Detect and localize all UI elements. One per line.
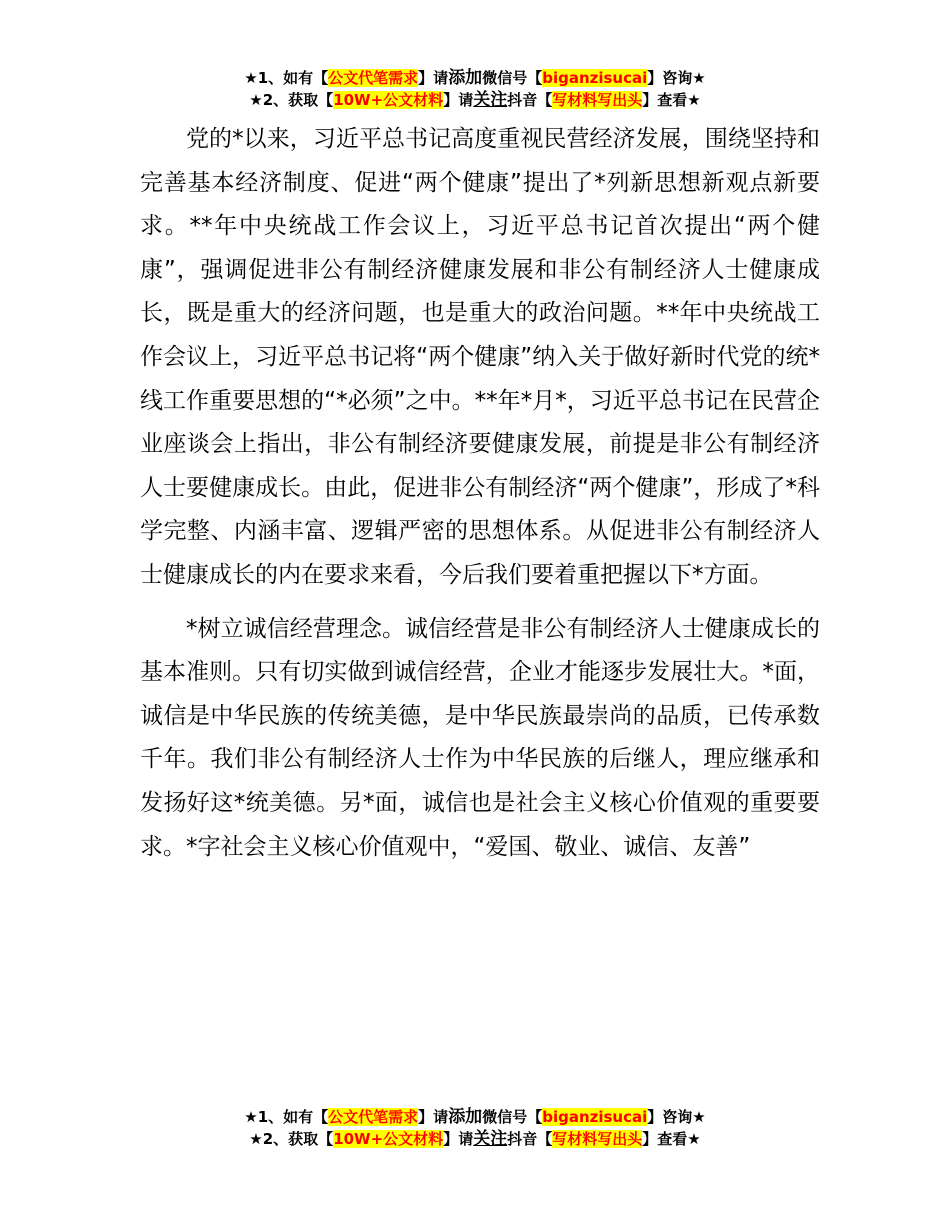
banner-line-1 [0, 1106, 950, 1128]
wechat-id: biganzisucai [542, 1108, 648, 1126]
banner-text: 】咨询★ [647, 69, 706, 87]
banner-text: ★2、获取【 [249, 91, 334, 109]
banner-line-2 [0, 1128, 950, 1150]
banner-text: 关注 [473, 1129, 508, 1149]
wechat-id: biganzisucai [542, 69, 648, 87]
header-banner [0, 67, 950, 111]
materials-tag: 10W+公文材料 [333, 91, 444, 109]
ghostwriting-tag: 公文代笔需求 [328, 1108, 419, 1126]
banner-text: 】请 [443, 1130, 474, 1148]
douyin-account-tag: 写材料写出头 [552, 1130, 643, 1148]
banner-text: 抖音【 [507, 91, 553, 109]
banner-text: 】咨询★ [647, 1108, 706, 1126]
banner-text: 关注 [473, 90, 508, 110]
paragraph-intro: 党的*以来，习近平总书记高度重视民营经济发展，围绕坚持和完善基本经济制度、促进“两个健康”提出了*列新思想新观点新要求。**年中央统战工作会议上，习近平总书记首次提出“两个健康”，强调促进非公有制经济健康发展和非公有制经济人士健康成长，既是重大的经济问题，也是重大的政治问题。**年中央统战工作会议上，习近平总书记将“两个健康”纳入关于做好新时代党的统*线工作重要思想的“*必须”之中。**年*月*，习近平总书记在民营企业座谈会上指出，非公有制经济要健康发展，前提是非公有制经济人士要健康成长。由此，促进非公有制经济“两个健康”，形成了*科学完整、内涵丰富、逻辑严密的思想体系。从促进非公有制经济人士健康成长的内在要求来看，今后我们要着重把握以下*方面。 [140, 126, 820, 588]
banner-text: 】请 [443, 91, 474, 109]
banner-text: ★1、如有【 [244, 1108, 329, 1126]
banner-text: 微信号【 [482, 1108, 543, 1126]
banner-text: ★1、如有【 [244, 69, 329, 87]
paragraph-integrity: *树立诚信经营理念。诚信经营是非公有制经济人士健康成长的基本准则。只有切实做到诚信经营，企业才能逐步发展壮大。*面，诚信是中华民族的传统美德，是中华民族最崇尚的品质，已传承数千年。我们非公有制经济人士作为中华民族的后继人，理应继承和发扬好这*统美德。另*面，诚信也是社会主义核心价值观的重要要求。*字社会主义核心价值观中，“爱国、敬业、诚信、友善” [140, 615, 820, 860]
banner-text: 添加 [448, 68, 483, 88]
banner-text: 】查看★ [642, 1130, 701, 1148]
banner-text: 添加 [448, 1107, 483, 1127]
footer-banner [0, 1106, 950, 1150]
banner-text: 】请 [418, 1108, 449, 1126]
banner-text: 抖音【 [507, 1130, 553, 1148]
document-body [140, 118, 820, 869]
banner-text: 】查看★ [642, 91, 701, 109]
ghostwriting-tag: 公文代笔需求 [328, 69, 419, 87]
banner-line-1 [0, 67, 950, 89]
douyin-account-tag: 写材料写出头 [552, 91, 643, 109]
banner-text: ★2、获取【 [249, 1130, 334, 1148]
banner-text: 】请 [418, 69, 449, 87]
materials-tag: 10W+公文材料 [333, 1130, 444, 1148]
banner-text: 微信号【 [482, 69, 543, 87]
banner-line-2 [0, 89, 950, 111]
